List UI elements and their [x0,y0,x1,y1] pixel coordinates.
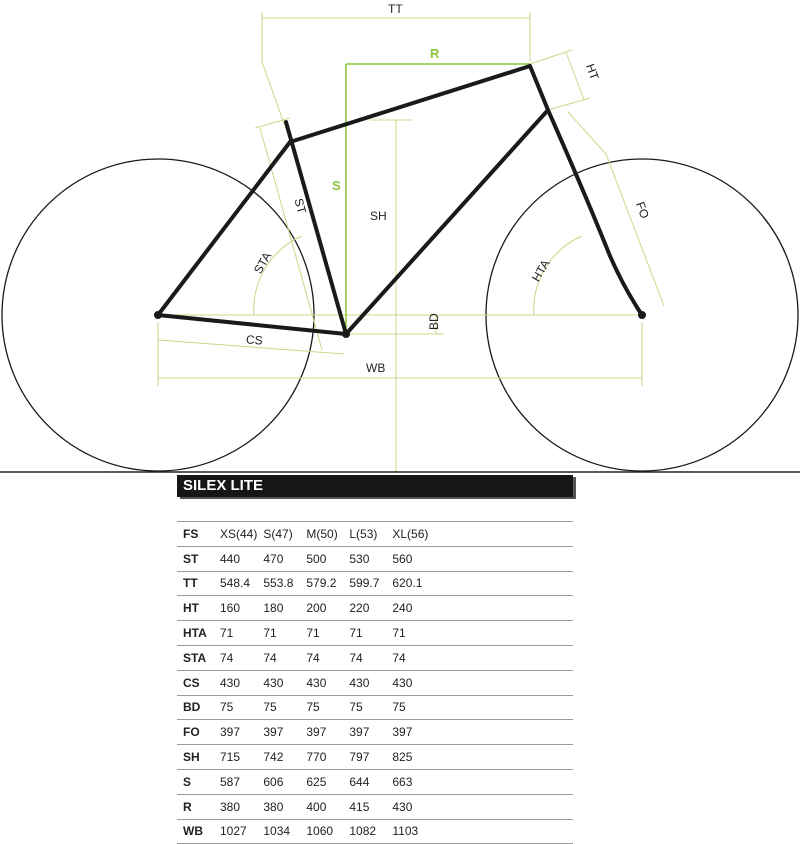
table-row [177,769,573,794]
row-value: 579.2 [300,571,343,596]
row-value: 440 [214,546,257,571]
geometry-table-body [177,522,573,844]
row-value: 397 [214,720,257,745]
table-spacer [550,645,573,670]
row-value: 415 [343,794,386,819]
bike-frame [158,66,642,334]
row-value: 74 [257,645,300,670]
row-value: 500 [300,546,343,571]
row-value: 71 [257,621,300,646]
bottom-bracket [342,330,350,338]
header-size: XL(56) [386,522,549,547]
table-spacer [550,819,573,844]
table-spacer [550,522,573,547]
row-key: CS [177,670,214,695]
top-tube [290,66,530,142]
label-r: R [430,46,440,61]
row-value: 663 [386,769,549,794]
table-row [177,546,573,571]
row-value: 470 [257,546,300,571]
table-row [177,819,573,844]
label-sta: STA [250,249,275,277]
row-value: 397 [257,720,300,745]
row-value: 430 [386,670,549,695]
row-key: BD [177,695,214,720]
row-value: 74 [386,645,549,670]
row-key: HT [177,596,214,621]
row-value: 548.4 [214,571,257,596]
row-key: FO [177,720,214,745]
table-spacer [550,546,573,571]
row-value: 75 [386,695,549,720]
front-axle [638,311,646,319]
table-spacer [550,571,573,596]
table-row [177,571,573,596]
row-value: 742 [257,745,300,770]
row-value: 74 [343,645,386,670]
row-value: 71 [214,621,257,646]
row-value: 430 [214,670,257,695]
row-value: 71 [300,621,343,646]
row-value: 644 [343,769,386,794]
row-value: 625 [300,769,343,794]
row-value: 160 [214,596,257,621]
table-row [177,720,573,745]
row-value: 797 [343,745,386,770]
label-fo: FO [633,199,652,221]
table-spacer [550,769,573,794]
row-value: 380 [257,794,300,819]
table-row [177,645,573,670]
table-row [177,670,573,695]
label-st: ST [291,196,309,216]
row-key: S [177,769,214,794]
geometry-table [177,521,573,844]
header-key: FS [177,522,214,547]
row-value: 1082 [343,819,386,844]
row-value: 587 [214,769,257,794]
row-value: 599.7 [343,571,386,596]
label-bd: BD [427,313,441,330]
row-value: 397 [300,720,343,745]
table-row [177,745,573,770]
head-tube [530,66,548,110]
row-value: 220 [343,596,386,621]
table-row [177,794,573,819]
row-value: 71 [343,621,386,646]
header-size: XS(44) [214,522,257,547]
table-spacer [550,720,573,745]
table-row [177,621,573,646]
row-key: STA [177,645,214,670]
row-value: 620.1 [386,571,549,596]
row-key: HTA [177,621,214,646]
table-spacer [550,670,573,695]
chain-stay [158,315,346,334]
table-spacer [550,794,573,819]
row-value: 240 [386,596,549,621]
row-value: 75 [300,695,343,720]
row-value: 74 [300,645,343,670]
model-title: SILEX LITE [177,475,573,497]
row-value: 71 [386,621,549,646]
row-value: 770 [300,745,343,770]
row-value: 530 [343,546,386,571]
row-value: 1034 [257,819,300,844]
row-key: ST [177,546,214,571]
row-value: 400 [300,794,343,819]
row-value: 825 [386,745,549,770]
row-value: 75 [257,695,300,720]
seat-tube [286,122,346,334]
row-value: 380 [214,794,257,819]
row-key: WB [177,819,214,844]
row-value: 397 [343,720,386,745]
label-cs: CS [245,332,264,348]
label-ht: HT [583,61,602,82]
table-row [177,695,573,720]
label-wb: WB [366,361,386,375]
rear-axle [154,311,162,319]
label-hta: HTA [528,257,553,285]
table-row [177,596,573,621]
table-header-row [177,522,573,547]
row-key: R [177,794,214,819]
row-value: 430 [300,670,343,695]
row-value: 1060 [300,819,343,844]
header-size: M(50) [300,522,343,547]
row-value: 553.8 [257,571,300,596]
row-value: 180 [257,596,300,621]
row-value: 397 [386,720,549,745]
dimension-lines [158,12,664,472]
row-value: 560 [386,546,549,571]
row-value: 430 [257,670,300,695]
row-value: 1027 [214,819,257,844]
row-value: 430 [343,670,386,695]
table-spacer [550,621,573,646]
label-s: S [332,178,341,193]
row-value: 74 [214,645,257,670]
row-key: SH [177,745,214,770]
header-size: S(47) [257,522,300,547]
table-spacer [550,745,573,770]
row-key: TT [177,571,214,596]
row-value: 75 [214,695,257,720]
row-value: 75 [343,695,386,720]
row-value: 1103 [386,819,549,844]
table-spacer [550,596,573,621]
row-value: 430 [386,794,549,819]
stack-reach-lines [346,64,530,334]
row-value: 606 [257,769,300,794]
seat-stay [158,142,290,315]
header-size: L(53) [343,522,386,547]
row-value: 200 [300,596,343,621]
label-sh: SH [370,209,387,223]
table-spacer [550,695,573,720]
row-value: 715 [214,745,257,770]
label-tt: TT [388,2,403,16]
